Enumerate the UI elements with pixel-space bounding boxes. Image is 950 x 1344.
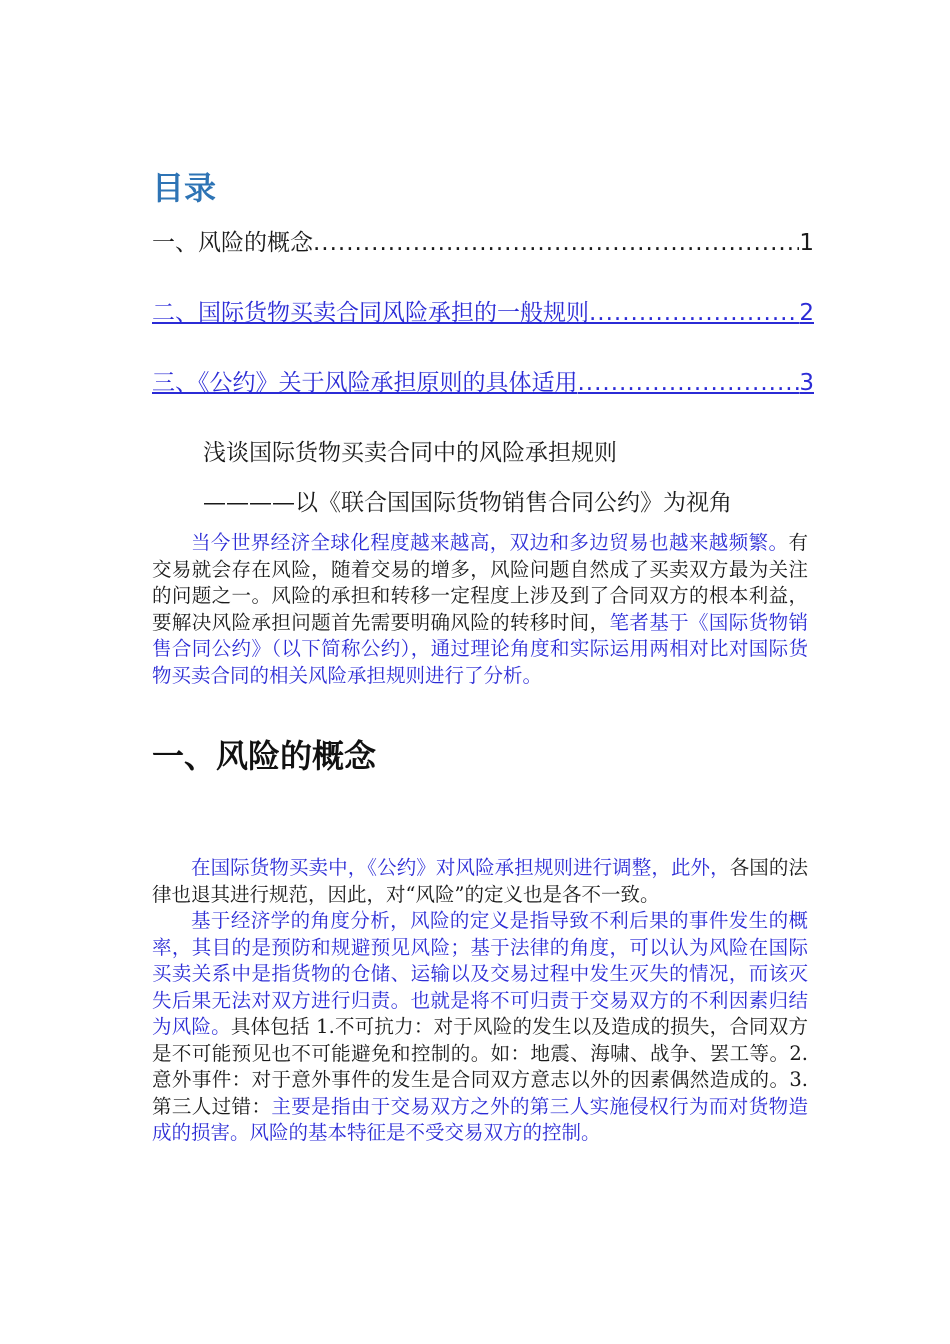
document-subtitle: ————以《联合国国际货物销售合同公约》为视角 xyxy=(203,490,732,516)
toc-entry-3-link[interactable] xyxy=(152,368,814,398)
section1-p1-text-black: 各国的法律也退其进行规范，因此，对“风险”的定义也是各不一致。 xyxy=(152,856,808,906)
intro-text-black: 有交易就会存在风险，随着交易的增多，风险问题自然成了买卖双方最为关注的问题之一。风险的承担和转移一定程度上涉及到了合同双方的根本利益，要解决风险承担问题首先需要明确风险的转移时间， xyxy=(152,531,808,634)
section1-p2-text-blue-1: 基于经济学的角度分析，风险的定义是指导致不利后果的事件发生的概率，其目的是预防和规避预见风险；基于法律的角度，可以认为风险在国际买卖关系中是指货物的仓储、运输以及交易过程中发生灭失的情况，而该灭失后果无法对双方进行归责。也就是将不可归责于交易双方的不利因素归结为风险。 xyxy=(152,909,808,1038)
section1-p2-text-blue-2: 主要是指由于交易双方之外的第三人实施侵权行为而对货物造成的损害。风险的基本特征是不受交易双方的控制。 xyxy=(152,1094,808,1144)
intro-text-blue-1: 当今世界经济全球化程度越来越高，双边和多边贸易也越来越频繁。 xyxy=(191,531,789,554)
section1-p2-text-black: 具体包括 1.不可抗力：对于风险的发生以及造成的损失，合同双方是不可能预见也不可能避免和控制的。如：地震、海啸、战争、罢工等。2.意外事件：对于意外事件的发生是合同双方意志以外的因素偶然造成的。3.第三人过错： xyxy=(152,1015,808,1118)
section1-p1-text-blue: 在国际货物买卖中，《公约》对风险承担规则进行调整，此外， xyxy=(191,856,730,879)
toc-page-number: 3 xyxy=(799,370,814,396)
toc-page-number: 1 xyxy=(799,230,814,256)
intro-paragraph xyxy=(152,530,808,689)
section1-paragraph-2 xyxy=(152,908,808,1147)
intro-text-blue-2: 笔者基于《国际货物销售合同公约》（以下简称公约），通过理论角度和实际运用两相对比对国际货物买卖合同的相关风险承担规则进行了分析。 xyxy=(152,610,808,687)
toc-heading: 目录 xyxy=(152,169,217,207)
document-title: 浅谈国际货物买卖合同中的风险承担规则 xyxy=(203,440,617,466)
toc-entry-2-link[interactable] xyxy=(152,298,814,328)
toc-page-number: 2 xyxy=(799,300,814,326)
toc-leader xyxy=(578,368,800,398)
toc-entry-1 xyxy=(152,228,814,258)
toc-entry-label: 三、《公约》关于风险承担原则的具体适用 xyxy=(152,370,578,396)
section1-paragraph-1 xyxy=(152,855,808,908)
toc-entry-label: 一、风险的概念 xyxy=(152,230,313,256)
toc-entry-label: 二、国际货物买卖合同风险承担的一般规则 xyxy=(152,300,589,326)
toc-leader xyxy=(589,298,799,328)
section-heading-1: 一、风险的概念 xyxy=(152,737,377,775)
toc-leader xyxy=(313,228,799,258)
